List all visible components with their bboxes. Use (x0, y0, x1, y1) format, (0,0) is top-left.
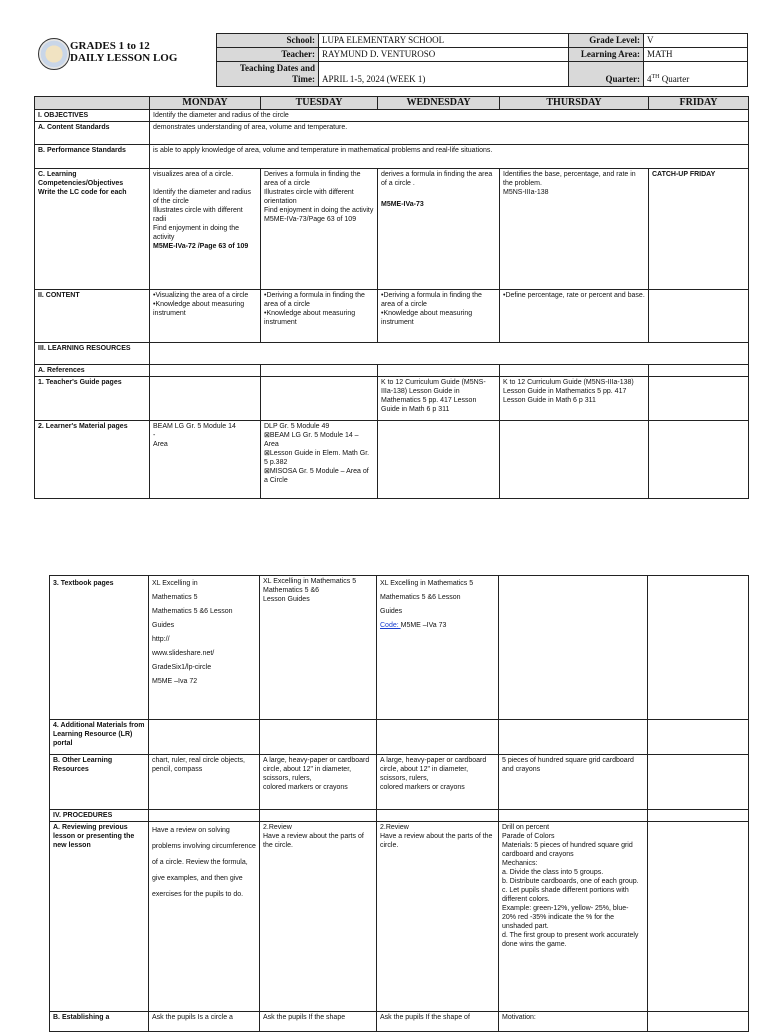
procedures-monday (149, 810, 260, 822)
quarter-number: 4 (647, 74, 652, 84)
learning-area-label: Learning Area: (569, 48, 644, 62)
teachers-guide-friday (649, 377, 749, 421)
competencies-row (35, 169, 749, 290)
competencies-monday-code: M5ME-IVa-72 /Page 63 of 109 (153, 243, 249, 250)
other-resources-tuesday: A large, heavy-paper or cardboard circle, about 12" in diameter, scissors, rulers, colored markers or crayons (260, 755, 377, 810)
other-resources-monday: chart, ruler, real circle objects, pencil, compass (149, 755, 260, 810)
competencies-wednesday-code: M5ME-IVa-73 (381, 201, 424, 208)
competencies-friday: CATCH-UP FRIDAY (649, 169, 749, 290)
teachers-guide-row (35, 377, 749, 421)
competencies-wednesday-text: derives a formula in finding the area of a circle . (381, 171, 493, 187)
references-row (35, 365, 749, 377)
learning-resources-row (35, 343, 749, 365)
competencies-label: C. Learning Competencies/Objectives Write the LC code for each (35, 169, 150, 290)
additional-materials-row (50, 720, 749, 755)
other-resources-row (50, 755, 749, 810)
objectives-label: I. OBJECTIVES (35, 110, 150, 122)
quarter-value (644, 62, 748, 87)
school-label: School: (217, 34, 319, 48)
learners-material-row (35, 421, 749, 499)
establishing-friday (648, 1012, 749, 1032)
references-thursday (500, 365, 649, 377)
additional-materials-label: 4. Additional Materials from Learning Resource (LR) portal (50, 720, 149, 755)
performance-standards-label: B. Performance Standards (35, 145, 150, 169)
performance-standards-row (35, 145, 749, 169)
textbook-wednesday-code: M5ME –IVa 73 (400, 622, 447, 629)
objectives-row (35, 110, 749, 122)
textbook-thursday (499, 576, 648, 720)
other-resources-thursday: 5 pieces of hundred square grid cardboard and crayons (499, 755, 648, 810)
learners-material-wednesday (378, 421, 500, 499)
procedures-thursday (499, 810, 648, 822)
day-monday: MONDAY (150, 97, 261, 110)
reviewing-wednesday: 2.Review Have a review about the parts of the circle. (377, 822, 499, 1012)
procedures-wednesday (377, 810, 499, 822)
content-thursday: •Define percentage, rate or percent and base. (500, 290, 649, 343)
learners-material-label: 2. Learner's Material pages (35, 421, 150, 499)
quarter-label: Quarter: (569, 62, 644, 87)
textbook-wednesday (377, 576, 499, 720)
additional-materials-friday (648, 720, 749, 755)
textbook-monday: XL Excelling in Mathematics 5 Mathematics 5 &6 Lesson Guides http:// www.slideshare.net/ GradeSix1/lp-circle M5ME –Iva 72 (149, 576, 260, 720)
teachers-guide-wednesday: K to 12 Curriculum Guide (M5NS-IIIa-138) Lesson Guide in Mathematics 5 pp. 417 Lesson Guide in Math 6 p 311 (378, 377, 500, 421)
content-standards-label: A. Content Standards (35, 122, 150, 145)
day-header-row (35, 97, 749, 110)
textbook-tuesday: XL Excelling in Mathematics 5 Mathematics 5 &6 Lesson Guides (260, 576, 377, 720)
header-info-table (216, 33, 748, 87)
content-wednesday: •Deriving a formula in finding the area of a circle •Knowledge about measuring instrument (378, 290, 500, 343)
day-tuesday: TUESDAY (261, 97, 378, 110)
grade-level-value: V (644, 34, 748, 48)
competencies-monday-text: visualizes area of a circle. Identify the diameter and radius of the circle Illustrates circle with different radii Find enjoyment in doing the activity (153, 171, 252, 241)
references-wednesday (378, 365, 500, 377)
learners-material-tuesday: DLP Gr. 5 Module 49 ⊠BEAM LG Gr. 5 Module 14 – Area ⊠Lesson Guide in Elem. Math Gr. 5 p.382 ⊠MISOSA Gr. 5 Module – Area of a Circle (261, 421, 378, 499)
day-friday: FRIDAY (649, 97, 749, 110)
content-monday: •Visualizing the area of a circle •Knowledge about measuring instrument (150, 290, 261, 343)
reviewing-tuesday: 2.Review Have a review about the parts of the circle. (260, 822, 377, 1012)
content-standards-row (35, 122, 749, 145)
additional-materials-monday (149, 720, 260, 755)
performance-standards-text: is able to apply knowledge of area, volume and temperature in mathematical problems and real-life situations. (150, 145, 749, 169)
competencies-tuesday: Derives a formula in finding the area of a circle Illustrates circle with different orientation Find enjoyment in doing the activity M5ME-IVa-73/Page 63 of 109 (261, 169, 378, 290)
day-header-blank (35, 97, 150, 110)
deped-seal-logo (38, 38, 70, 70)
quarter-suffix: Quarter (659, 74, 690, 84)
procedures-row (50, 810, 749, 822)
quarter-superscript: TH (651, 74, 660, 80)
teachers-guide-tuesday (261, 377, 378, 421)
textbook-wednesday-text: XL Excelling in Mathematics 5 Mathematics 5 &6 Lesson Guides (380, 580, 474, 615)
establishing-row (50, 1012, 749, 1032)
textbook-label: 3. Textbook pages (50, 576, 149, 720)
references-friday (649, 365, 749, 377)
textbook-row (50, 576, 749, 720)
reviewing-monday: Have a review on solving problems involving circumference of a circle. Review the formula, give examples, and then give exercises for the pupils to do. (149, 822, 260, 1012)
references-tuesday (261, 365, 378, 377)
teaching-dates-label: Teaching Dates and Time: (217, 62, 319, 87)
content-row (35, 290, 749, 343)
teacher-label: Teacher: (217, 48, 319, 62)
establishing-monday: Ask the pupils Is a circle a (149, 1012, 260, 1032)
additional-materials-wednesday (377, 720, 499, 755)
lesson-log-table-page2 (49, 575, 749, 1032)
content-friday (649, 290, 749, 343)
reviewing-thursday: Drill on percent Parade of Colors Materials: 5 pieces of hundred square grid cardboard and crayons Mechanics: a. Divide the class into 5 groups. b. Distribute cardboards, one of each group. c. Let pupils shade different portions with different colors. Example: green-12%, yellow- 25%, blue- 20% red -35% indicate the % for the unshaded part. d. The first group to present work accurately done wins the game. (499, 822, 648, 1012)
teachers-guide-thursday: K to 12 Curriculum Guide (M5NS-IIIa-138) Lesson Guide in Mathematics 5 pp. 417 Lesson Guide in Math 6 p 311 (500, 377, 649, 421)
procedures-label: IV. PROCEDURES (50, 810, 149, 822)
grade-level-label: Grade Level: (569, 34, 644, 48)
references-monday (150, 365, 261, 377)
form-title-line1: GRADES 1 to 12 (70, 40, 150, 52)
learners-material-friday (649, 421, 749, 499)
procedures-friday (648, 810, 749, 822)
form-title-line2: DAILY LESSON LOG (70, 52, 178, 64)
teachers-guide-monday (150, 377, 261, 421)
establishing-thursday: Motivation: (499, 1012, 648, 1032)
additional-materials-tuesday (260, 720, 377, 755)
establishing-wednesday: Ask the pupils If the shape of (377, 1012, 499, 1032)
school-value: LUPA ELEMENTARY SCHOOL (319, 34, 569, 48)
competencies-wednesday (378, 169, 500, 290)
establishing-tuesday: Ask the pupils If the shape (260, 1012, 377, 1032)
content-label: II. CONTENT (35, 290, 150, 343)
learning-resources-blank (150, 343, 749, 365)
reviewing-row (50, 822, 749, 1012)
additional-materials-thursday (499, 720, 648, 755)
day-wednesday: WEDNESDAY (378, 97, 500, 110)
reviewing-friday (648, 822, 749, 1012)
establishing-label: B. Establishing a (50, 1012, 149, 1032)
competencies-thursday: Identifies the base, percentage, and rate in the problem. M5NS-IIIa-138 (500, 169, 649, 290)
teaching-dates-value: APRIL 1-5, 2024 (WEEK 1) (319, 62, 569, 87)
textbook-wednesday-code-line (380, 619, 495, 633)
learning-resources-label: III. LEARNING RESOURCES (35, 343, 150, 365)
content-tuesday: •Deriving a formula in finding the area of a circle •Knowledge about measuring instrument (261, 290, 378, 343)
competencies-monday (150, 169, 261, 290)
textbook-friday (648, 576, 749, 720)
day-thursday: THURSDAY (500, 97, 649, 110)
procedures-tuesday (260, 810, 377, 822)
learners-material-monday: BEAM LG Gr. 5 Module 14 - Area (150, 421, 261, 499)
objectives-text: Identify the diameter and radius of the circle (150, 110, 749, 122)
form-title (70, 40, 215, 64)
learners-material-thursday (500, 421, 649, 499)
content-standards-text: demonstrates understanding of area, volume and temperature. (150, 122, 749, 145)
lesson-log-table-page1 (34, 96, 749, 499)
other-resources-label: B. Other Learning Resources (50, 755, 149, 810)
learning-area-value: MATH (644, 48, 748, 62)
teacher-value: RAYMUND D. VENTUROSO (319, 48, 569, 62)
other-resources-friday (648, 755, 749, 810)
other-resources-wednesday: A large, heavy-paper or cardboard circle, about 12" in diameter, scissors, rulers, colored markers or crayons (377, 755, 499, 810)
reviewing-label: A. Reviewing previous lesson or presenting the new lesson (50, 822, 149, 1012)
code-link[interactable]: Code: (380, 622, 401, 629)
references-label: A. References (35, 365, 150, 377)
teachers-guide-label: 1. Teacher's Guide pages (35, 377, 150, 421)
